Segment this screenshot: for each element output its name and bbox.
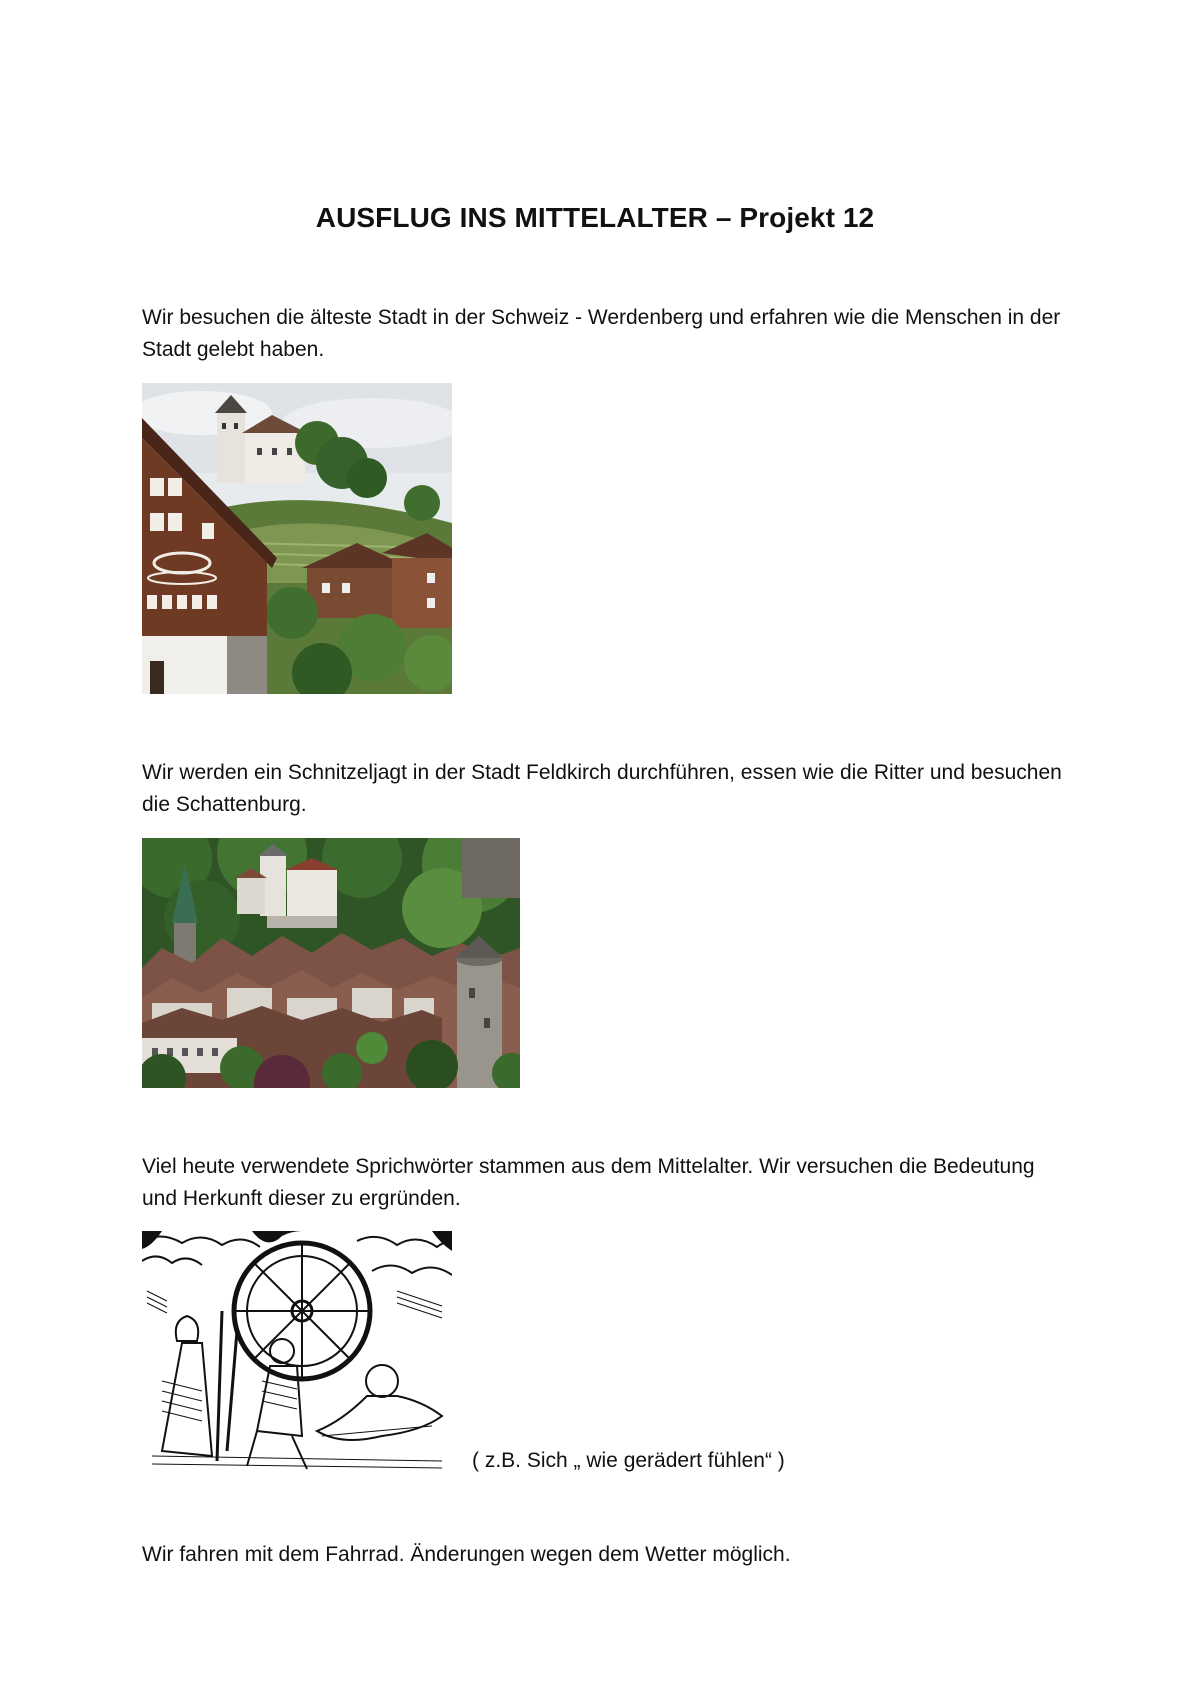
woodcut-caption: ( z.B. Sich „ wie gerädert fühlen“ ) xyxy=(472,1449,785,1472)
feldkirch-photo xyxy=(142,838,520,1088)
paragraph-sprichwoerter: Viel heute verwendete Sprichwörter stammen aus dem Mittelalter. Wir versuchen die Bedeutung und Herkunft dieser zu ergründen. xyxy=(142,1155,1035,1210)
page-title: AUSFLUG INS MITTELALTER – Projekt 12 xyxy=(315,202,875,233)
paragraph-fahrrad: Wir fahren mit dem Fahrrad. Änderungen wegen dem Wetter möglich. xyxy=(142,1543,791,1566)
paragraph-feldkirch: Wir werden ein Schnitzeljagt in der Stadt Feldkirch durchführen, essen wie die Ritter und besuchen die Schattenburg. xyxy=(142,761,1062,816)
paragraph-werdenberg: Wir besuchen die älteste Stadt in der Schweiz - Werdenberg und erfahren wie die Menschen in der Stadt gelebt haben. xyxy=(142,306,1061,361)
werdenberg-photo xyxy=(142,383,452,694)
woodcut-illustration xyxy=(142,1231,452,1471)
